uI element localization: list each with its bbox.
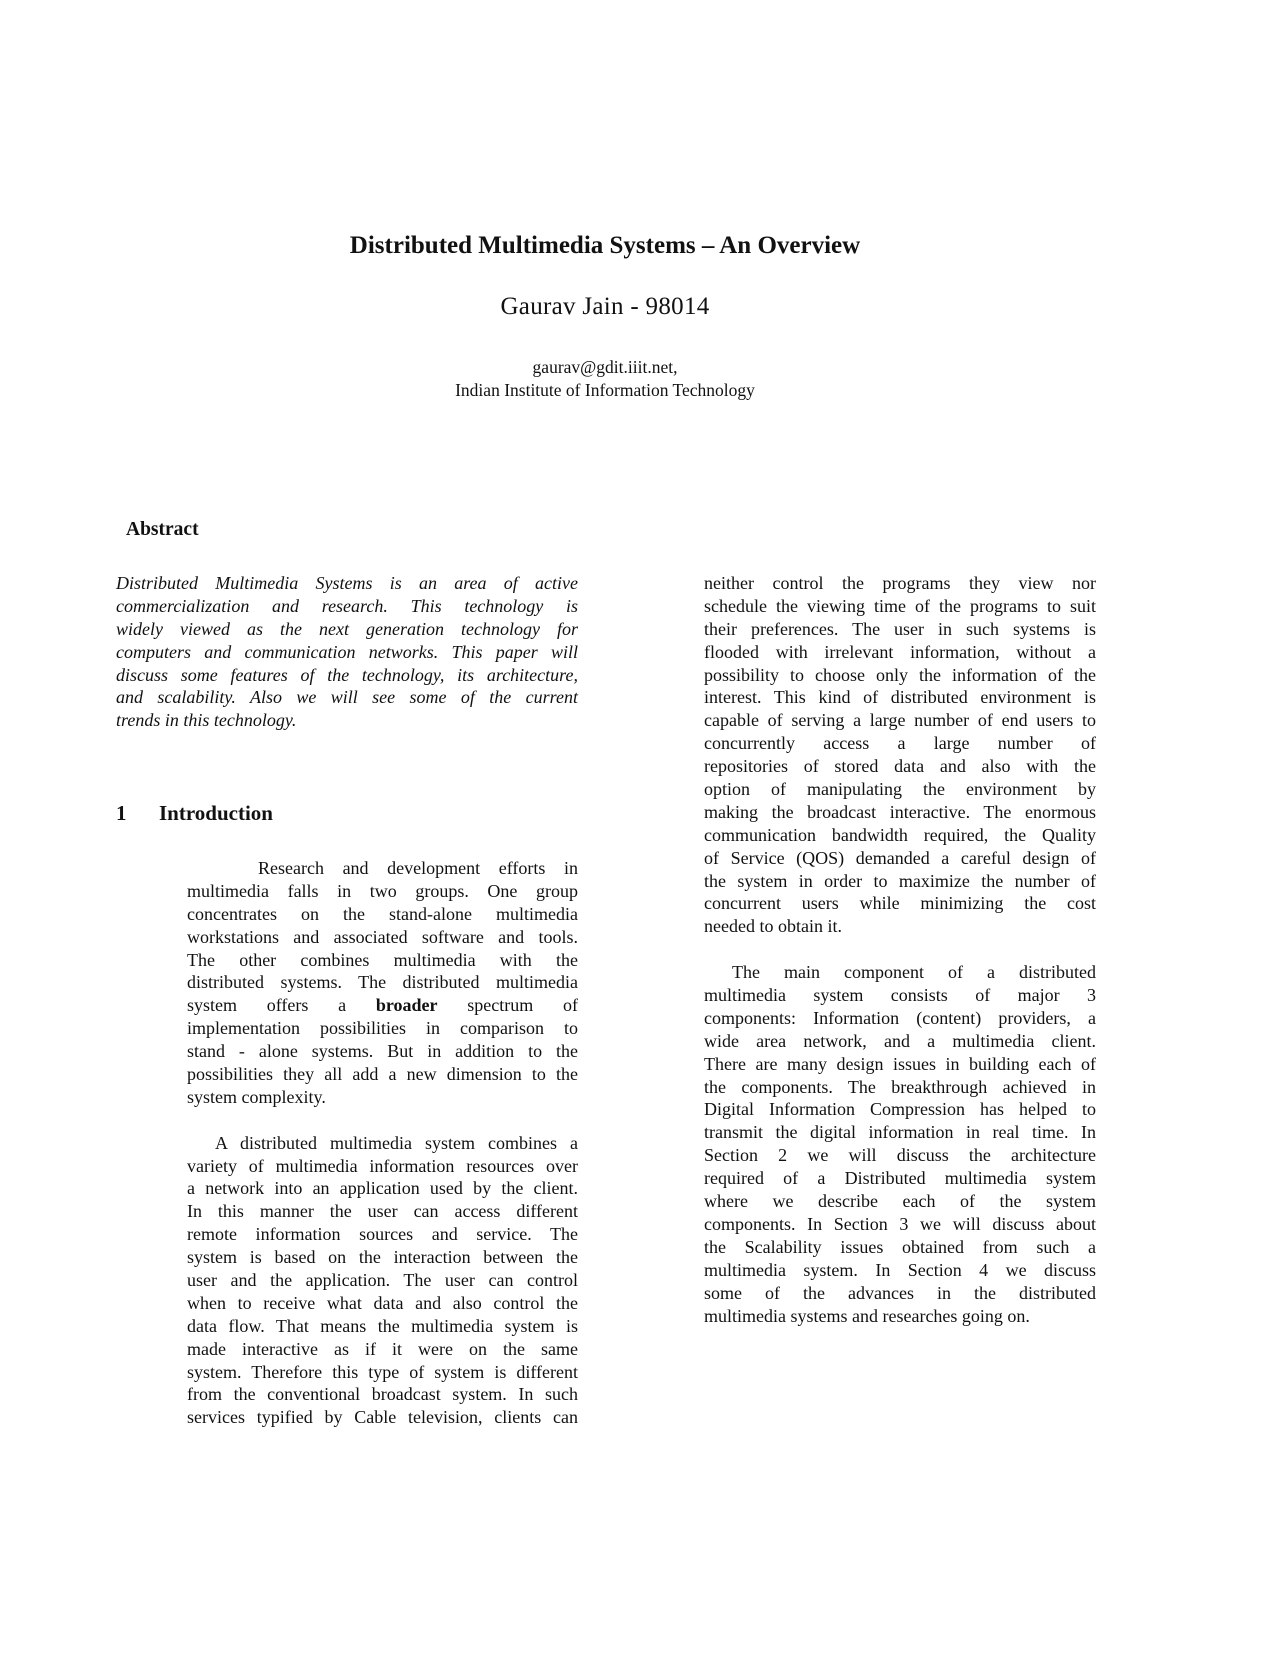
abstract-body — [116, 572, 578, 732]
paragraph — [187, 1132, 578, 1430]
paragraph-gap — [187, 1109, 578, 1132]
text-line: components. In Section 3 we will discuss about — [704, 1213, 1096, 1234]
text-line: There are many design issues in building each of — [704, 1053, 1096, 1074]
text-line: A distributed multimedia system combines a — [215, 1132, 578, 1153]
text-line: wide area network, and a multimedia client. — [704, 1030, 1096, 1051]
text-line: In this manner the user can access different — [187, 1201, 578, 1222]
text-line: remote information sources and service. The — [187, 1224, 578, 1245]
text-line: computers and communication networks. This paper will — [116, 641, 578, 662]
text-line: Section 2 we will discuss the architecture — [704, 1145, 1096, 1166]
abstract-heading: Abstract — [126, 519, 199, 540]
text-segment: spectrum of — [437, 995, 578, 1016]
text-line: the Scalability issues obtained from such a — [704, 1236, 1096, 1257]
text-line: concurrently access a large number of — [704, 733, 1096, 754]
text-line: of Service (QOS) demanded a careful design of — [704, 847, 1096, 868]
text-line: neither control the programs they view nor — [704, 573, 1096, 593]
text-line: concurrent users while minimizing the cost — [704, 893, 1096, 914]
author-line: Gaurav Jain - 98014 — [500, 293, 710, 320]
bold-term: broader — [375, 995, 438, 1016]
text-line: multimedia system. In Section 4 we discuss — [704, 1259, 1096, 1280]
text-line: possibility to choose only the information of the — [704, 664, 1096, 685]
section-title: Introduction — [159, 801, 273, 825]
text-line: services typified by Cable television, clients can — [187, 1407, 578, 1428]
text-line — [187, 994, 578, 1017]
text-segment: system offers a — [187, 995, 376, 1016]
paragraph-gap — [704, 938, 1096, 961]
text-line: variety of multimedia information resources over — [187, 1155, 578, 1176]
text-line: The main component of a distributed — [732, 962, 1096, 983]
text-line: their preferences. The user in such systems is — [704, 618, 1096, 639]
text-line: user and the application. The user can control — [187, 1270, 578, 1291]
text-line: option of manipulating the environment by — [704, 779, 1096, 800]
text-line: multimedia system consists of major 3 — [704, 985, 1096, 1006]
paragraph — [704, 961, 1096, 1327]
text-line: interest. This kind of distributed environment is — [704, 687, 1096, 708]
text-line: when to receive what data and also control the — [187, 1292, 578, 1313]
right-column-body — [704, 572, 1096, 1327]
text-line: made interactive as if it were on the same — [187, 1338, 578, 1359]
author-email: gaurav@gdit.iiit.net, — [532, 357, 678, 377]
text-line: Distributed Multimedia Systems is an area of active — [116, 573, 578, 593]
text-line: data flow. That means the multimedia system is — [187, 1315, 578, 1336]
section-heading-introduction — [116, 801, 273, 826]
text-line: schedule the viewing time of the programs to suit — [704, 595, 1096, 616]
paragraph — [187, 857, 578, 1109]
paper-title: Distributed Multimedia Systems – An Overview — [349, 232, 861, 259]
text-line: concentrates on the stand-alone multimedia — [187, 903, 578, 924]
text-line: required of a Distributed multimedia system — [704, 1168, 1096, 1189]
text-line: transmit the digital information in real time. In — [704, 1122, 1096, 1143]
text-line: where we describe each of the system — [704, 1191, 1096, 1212]
text-line: capable of serving a large number of end users to — [704, 710, 1096, 731]
text-line: multimedia systems and researches going on. — [704, 1305, 1030, 1326]
paragraph — [116, 572, 578, 732]
text-line: commercialization and research. This technology is — [116, 595, 578, 616]
text-line: stand - alone systems. But in addition to the — [187, 1041, 578, 1062]
text-line: distributed systems. The distributed multimedia — [187, 972, 578, 993]
text-line: a network into an application used by the client. — [187, 1178, 578, 1199]
text-line: communication bandwidth required, the Quality — [704, 824, 1096, 845]
text-line: system. Therefore this type of system is different — [187, 1361, 578, 1382]
section-number: 1 — [116, 801, 127, 825]
text-line: Research and development efforts in — [258, 858, 578, 878]
text-line: Digital Information Compression has helped to — [704, 1099, 1096, 1120]
text-line: making the broadcast interactive. The enormous — [704, 801, 1096, 822]
text-line: repositories of stored data and also with the — [704, 756, 1096, 777]
text-line: system complexity. — [187, 1086, 326, 1107]
text-line: the components. The breakthrough achieved in — [704, 1076, 1096, 1097]
text-line: multimedia falls in two groups. One group — [187, 880, 578, 901]
text-line: trends in this technology. — [116, 710, 297, 731]
text-line: and scalability. Also we will see some of the current — [116, 687, 578, 708]
paragraph — [704, 572, 1096, 938]
text-line: flooded with irrelevant information, without a — [704, 641, 1096, 662]
text-line: components: Information (content) providers, a — [704, 1007, 1096, 1028]
text-line: discuss some features of the technology, its architecture, — [116, 664, 578, 685]
author-institution: Indian Institute of Information Technology — [455, 380, 755, 400]
text-line: system is based on the interaction between the — [187, 1247, 578, 1268]
text-line: needed to obtain it. — [704, 916, 842, 937]
introduction-body — [187, 857, 578, 1429]
text-line: the system in order to maximize the number of — [704, 870, 1096, 891]
text-line: implementation possibilities in comparison to — [187, 1018, 578, 1039]
text-line: workstations and associated software and tools. — [187, 926, 578, 947]
text-line: from the conventional broadcast system. In such — [187, 1384, 578, 1405]
text-line: The other combines multimedia with the — [187, 949, 578, 970]
text-line: widely viewed as the next generation technology for — [116, 618, 578, 639]
text-line: possibilities they all add a new dimension to the — [187, 1064, 578, 1085]
text-line: some of the advances in the distributed — [704, 1282, 1096, 1303]
